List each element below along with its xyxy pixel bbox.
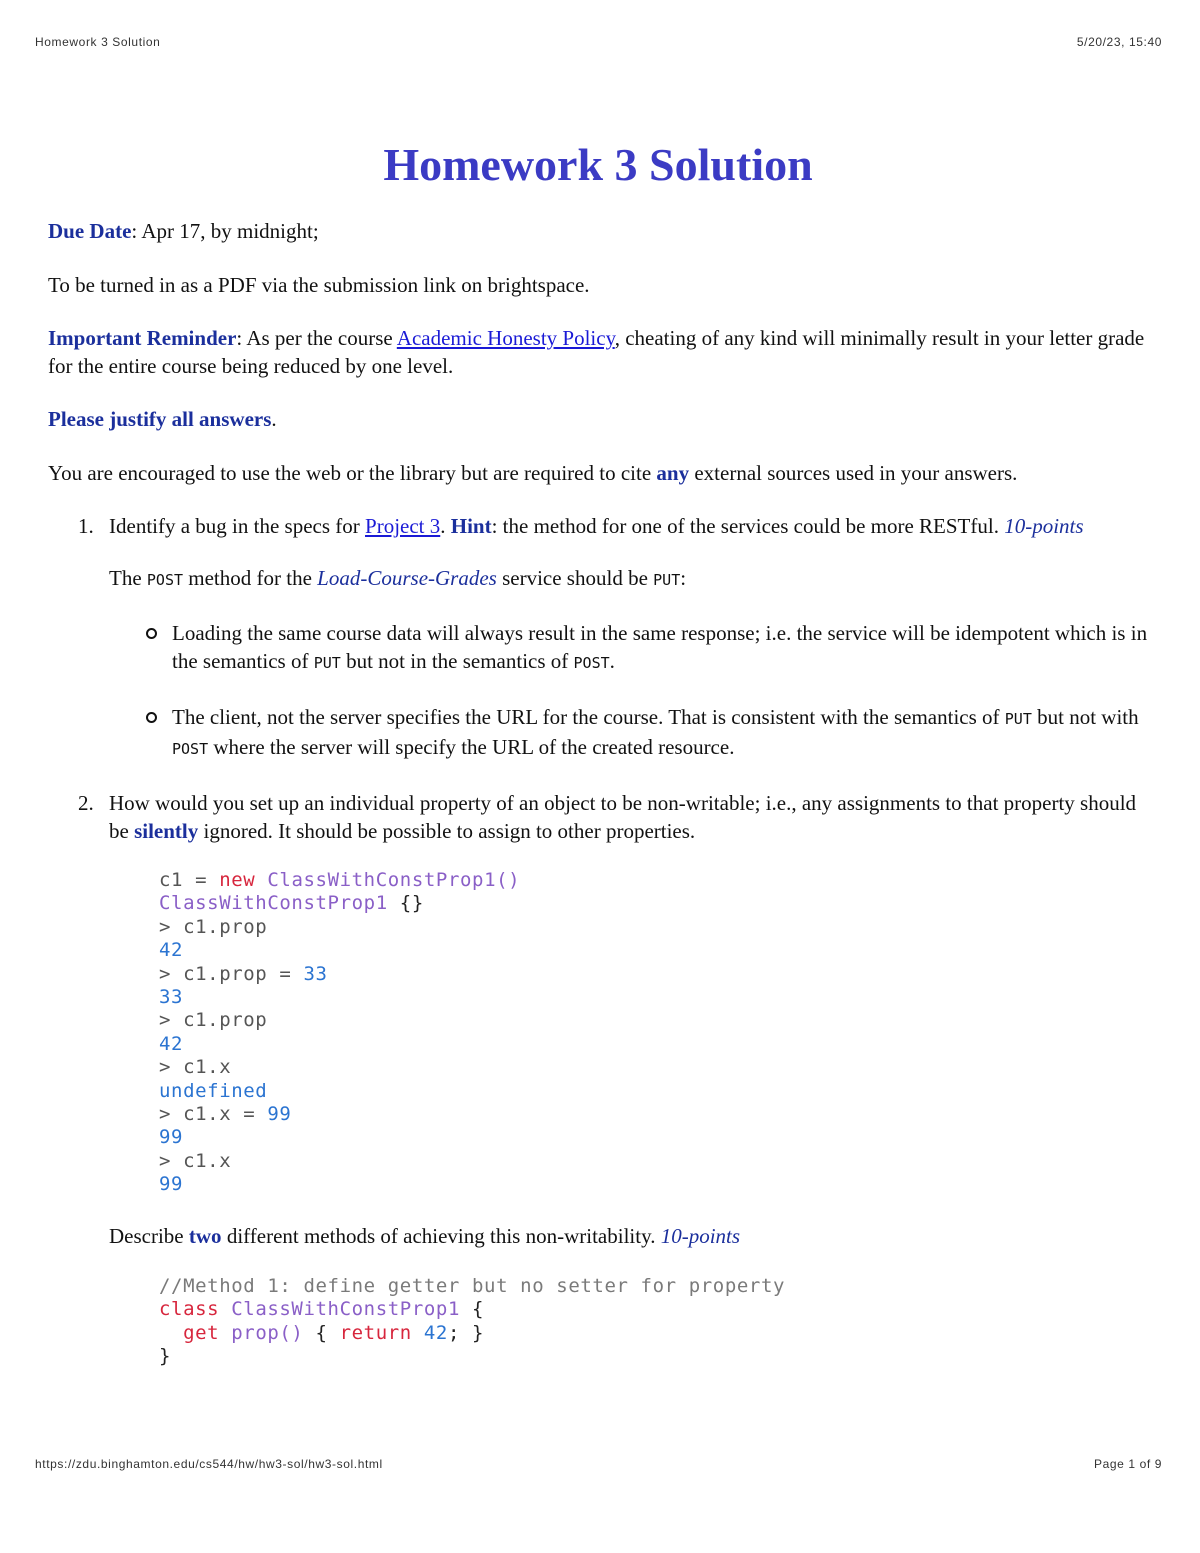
document-body [48,138,1148,1368]
circle-bullet-icon [146,628,157,639]
points-label: 10-points [1004,514,1084,538]
circle-bullet-icon [146,712,157,723]
header-datetime: 5/20/23, 15:40 [1076,35,1162,49]
points-label: 10-points [660,1223,741,1248]
print-footer [35,1457,1162,1471]
code-method-1: //Method 1: define getter but no setter for property class ClassWithConstProp1 { get prop() { return 42; } } [159,1274,786,1367]
due-date: Due Date: Apr 17, by midnight; [48,219,319,243]
footer-url: https://zdu.binghamton.edu/cs544/hw/hw3-sol/hw3-sol.html [35,1457,383,1471]
question-1 [48,512,1148,763]
footer-page-number: Page 1 of 9 [1094,1457,1162,1471]
question-number: 2. [78,791,94,815]
question-number: 1. [78,514,94,538]
repl-session: c1 = new ClassWithConstProp1() ClassWithConstProp1 {} > c1.prop 42 > c1.prop = 33 33 > c1.prop 42 > c1.x undefined > c1.x = 99 99 > c1.x 99 [159,869,521,1196]
list-item: The client, not the server specifies the URL for the course. That is consistent with the semantics of PUT but not with POST where the server will specify the URL of the created resource. [109,703,1148,763]
page-title: Homework 3 Solution [383,139,813,190]
answer-bullets [109,619,1148,763]
question-2-describe: Describe two different methods of achieving this non-writability. 10-points [109,1223,741,1248]
question-2-text: How would you set up an individual property of an object to be non-writable; i.e., any assignments to that property should be silently ignored. It should be possible to assign to other properties. [109,791,1137,843]
question-1-text: Identify a bug in the specs for Project 3. Hint: the method for one of the services could be more RESTful. 10-points [109,514,1084,538]
academic-honesty-link[interactable]: Academic Honesty Policy [396,326,615,350]
header-title: Homework 3 Solution [35,35,161,49]
important-reminder: Important Reminder: As per the course Academic Honesty Policy, cheating of any kind will minimally result in your letter grade for the entire course being reduced by one level. [48,326,1145,378]
question-2 [48,789,1148,1368]
sources-note: You are encouraged to use the web or the library but are required to cite any external sources used in your answers. [48,461,1018,485]
justify-note: Please justify all answers. [48,407,277,431]
turn-in-note: To be turned in as a PDF via the submission link on brightspace. [48,273,590,297]
print-header [35,35,1162,49]
question-list [48,512,1148,1368]
project-3-link[interactable]: Project 3 [365,514,441,538]
question-1-answer: The POST method for the Load-Course-Grades service should be PUT: [109,566,687,590]
list-item: Loading the same course data will always result in the same response; i.e. the service will be idempotent which is in the semantics of PUT but not in the semantics of POST. [109,619,1148,677]
